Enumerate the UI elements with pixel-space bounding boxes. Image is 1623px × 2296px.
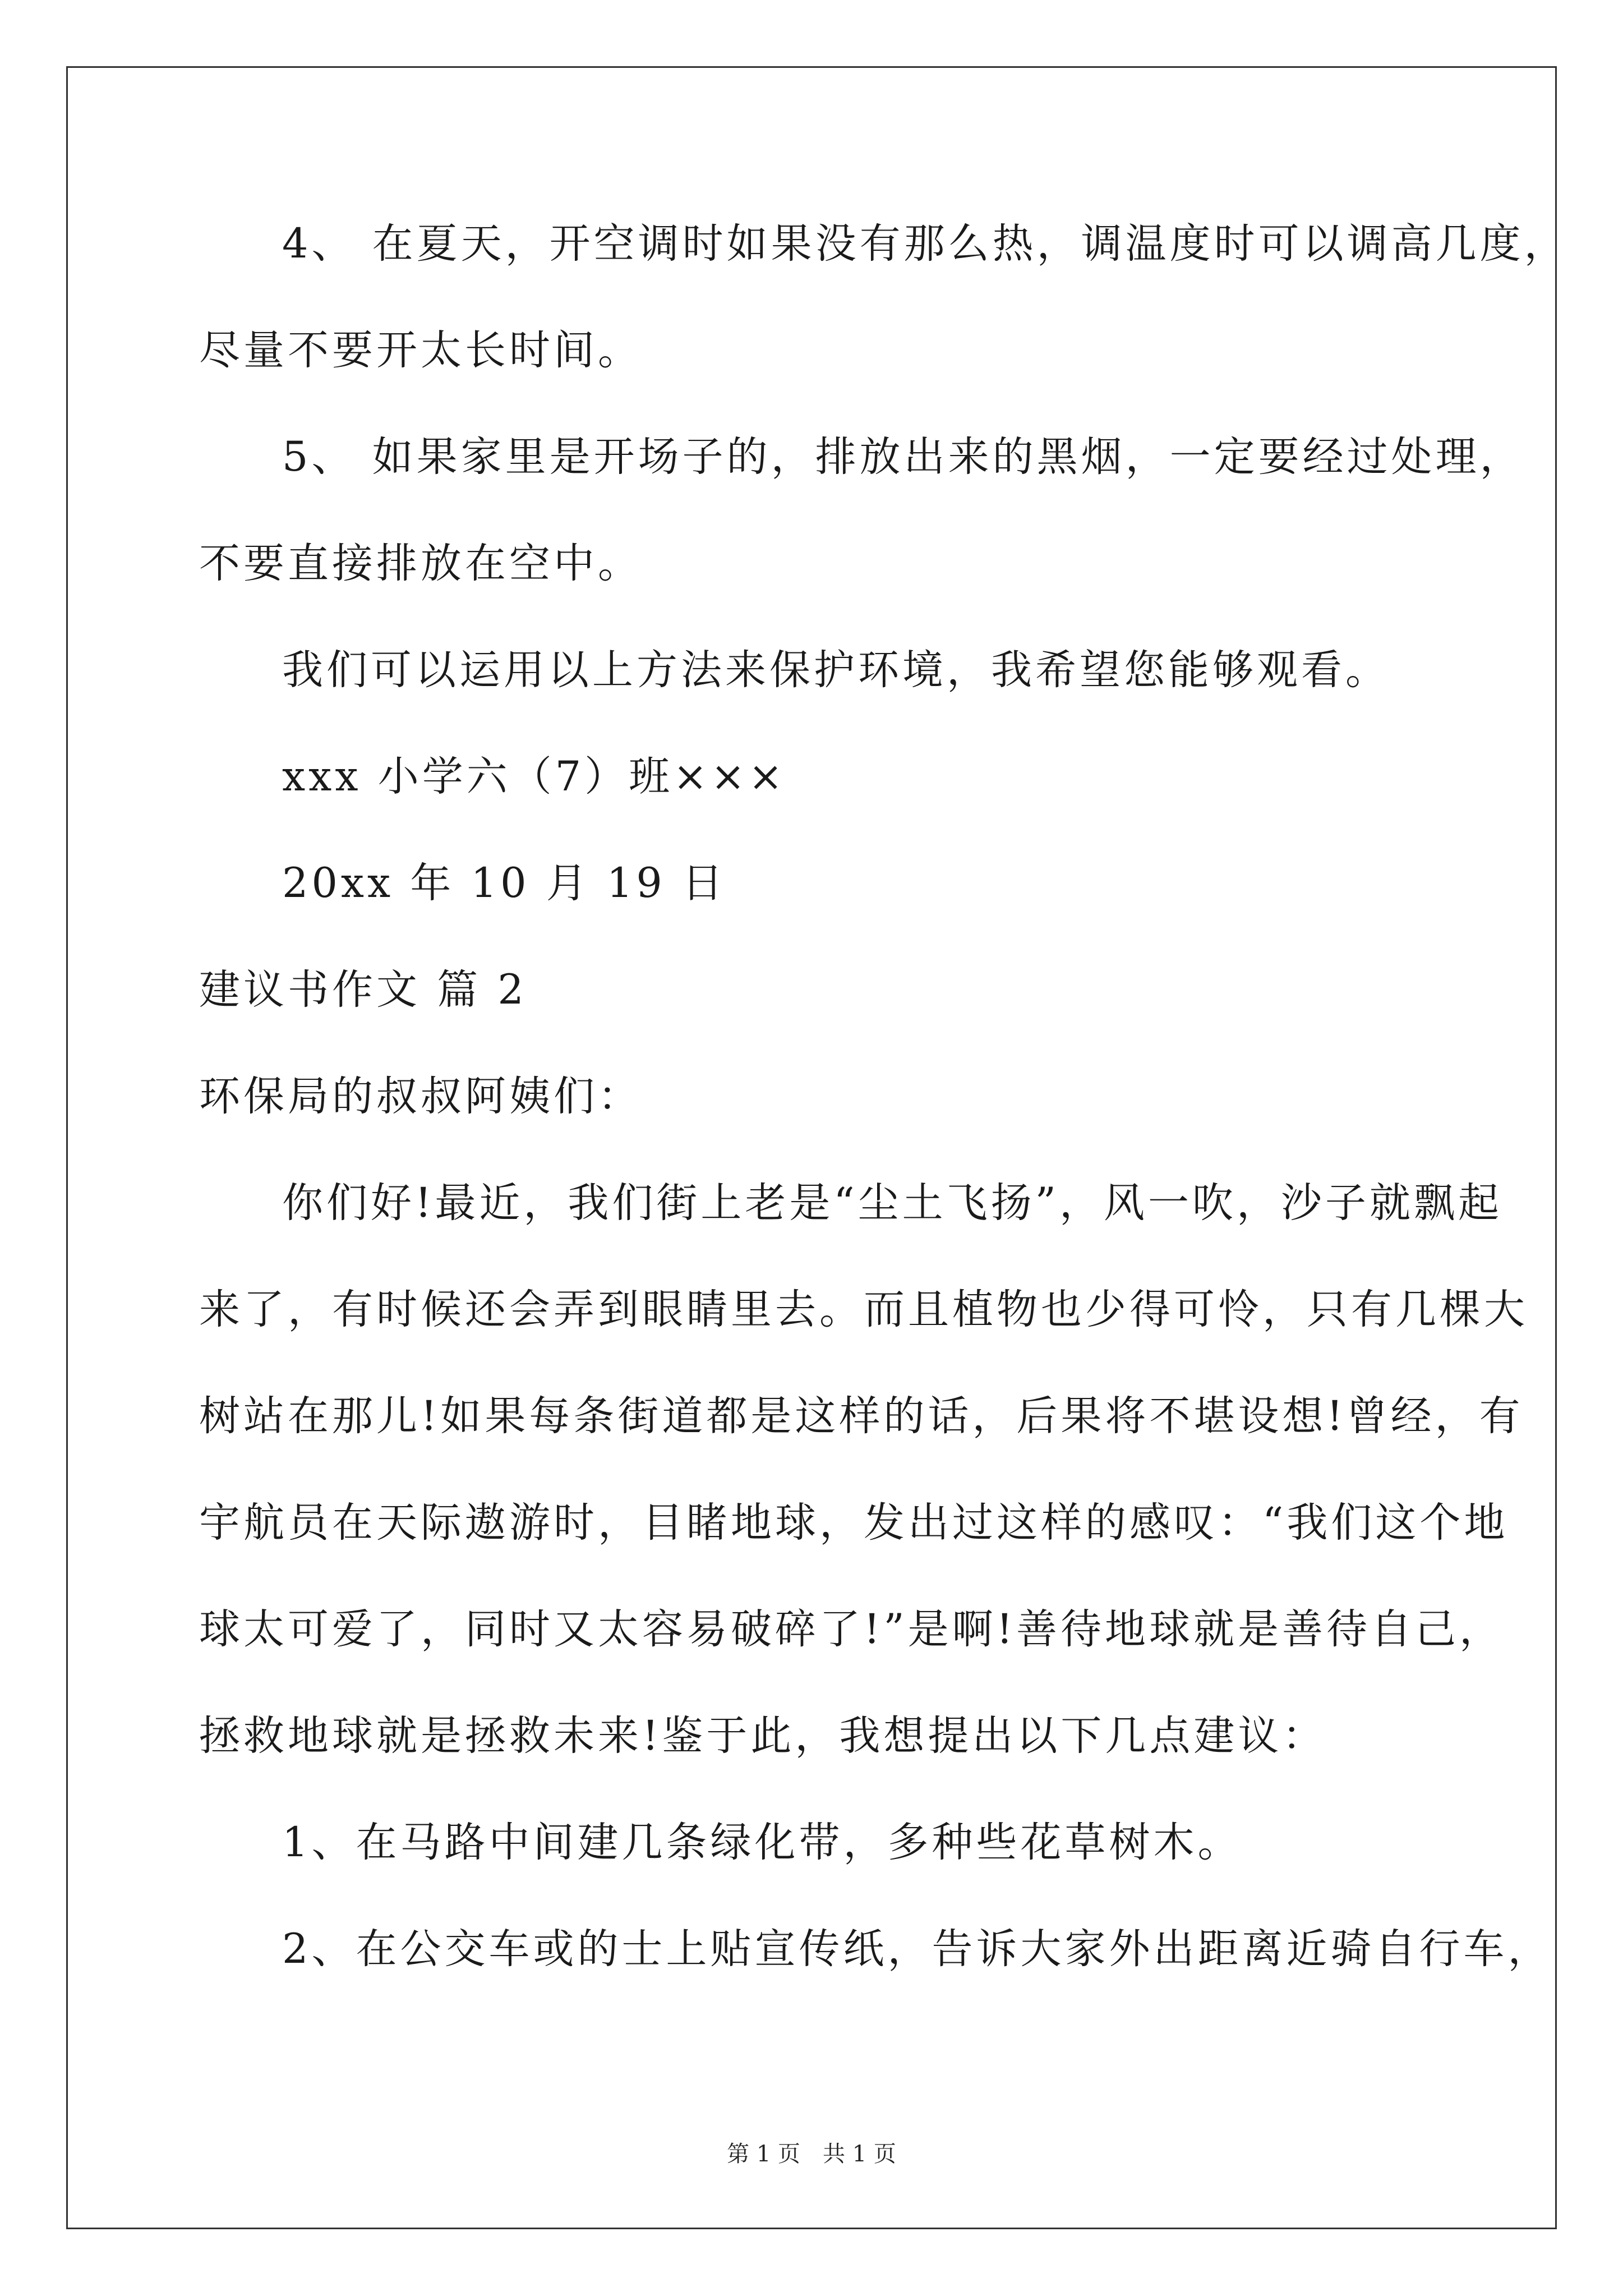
- text-line: 拯救地球就是拯救未来!鉴于此，我想提出以下几点建议：: [199, 1712, 1327, 1760]
- text-line: 球太可爱了，同时又太容易破碎了!”是啊!善待地球就是善待自己，: [199, 1605, 1504, 1653]
- text-line: 4、 在夏天，开空调时如果没有那么热，调温度时可以调高几度，: [282, 220, 1569, 268]
- text-line: 我们可以运用以上方法来保护环境，我希望您能够观看。: [282, 646, 1390, 694]
- page-footer: 第 1 页 共 1 页: [727, 2141, 896, 2167]
- text-line: 5、 如果家里是开场子的，排放出来的黑烟，一定要经过处理，: [282, 433, 1524, 481]
- text-line: 你们好!最近，我们街上老是“尘土飞扬”，风一吹，沙子就飘起: [282, 1179, 1502, 1227]
- text-line: 尽量不要开太长时间。: [199, 326, 642, 374]
- text-line: 1、在马路中间建几条绿化带，多种些花草树木。: [282, 1819, 1242, 1866]
- text-line: 2、在公交车或的士上贴宣传纸，告诉大家外出距离近骑自行车，: [282, 1925, 1552, 1973]
- salutation: 环保局的叔叔阿姨们：: [199, 1073, 642, 1120]
- text-line: 来了，有时候还会弄到眼睛里去。而且植物也少得可怜，只有几棵大: [199, 1286, 1528, 1333]
- signature-line: xxx 小学六（7）班×××: [282, 753, 786, 800]
- text-line: 宇航员在天际遨游时，目睹地球，发出过这样的感叹：“我们这个地: [199, 1499, 1509, 1547]
- text-line: 树站在那儿!如果每条街道都是这样的话，后果将不堪设想!曾经，有: [199, 1392, 1524, 1440]
- text-line: 不要直接排放在空中。: [199, 540, 642, 587]
- date-line: 20xx 年 10 月 19 日: [282, 859, 727, 907]
- page-frame: [66, 66, 1557, 2229]
- section-heading: 建议书作文 篇 2: [199, 966, 527, 1014]
